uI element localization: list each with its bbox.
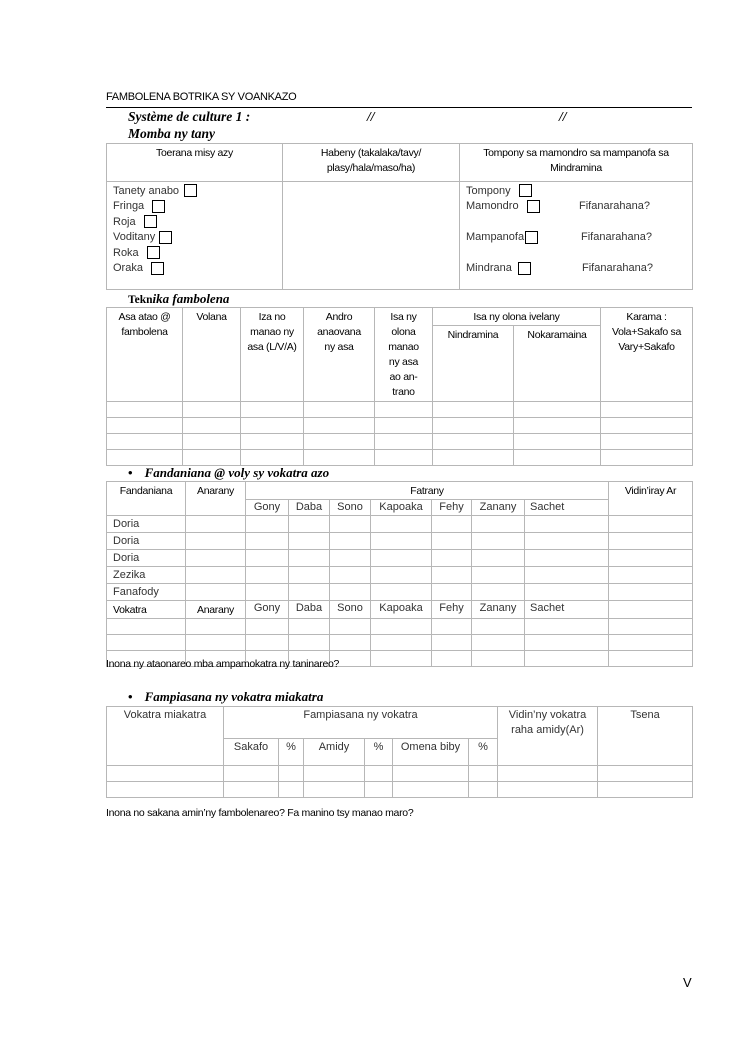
page-marker: V (683, 975, 692, 990)
tenure-spacer (466, 214, 692, 230)
tech-header-who: Iza no manao ny asa (L/V/A) (241, 308, 304, 402)
tenure-spacer (466, 245, 692, 261)
cell[interactable] (472, 584, 525, 601)
teknika-heading (128, 291, 229, 307)
tech-header-month: Volana (183, 308, 241, 402)
cell[interactable] (330, 619, 371, 635)
checkbox-mampanofa[interactable] (525, 231, 538, 244)
checkbox-fringa[interactable] (152, 200, 165, 213)
cell[interactable] (183, 450, 241, 466)
cell[interactable] (432, 635, 472, 651)
table-row (107, 402, 693, 418)
fifanarahana-label: Fifanarahana? (579, 200, 650, 213)
cell[interactable] (472, 533, 525, 550)
tech-header-wage: Karama : Vola+Sakafo sa Vary+Sakafo (601, 308, 693, 402)
cell[interactable] (279, 782, 304, 798)
cell[interactable] (107, 450, 183, 466)
usage-sub-percent: % (469, 739, 498, 766)
table-row (107, 550, 693, 567)
checkbox-mamondro[interactable] (527, 200, 540, 213)
cell[interactable] (609, 651, 693, 667)
unit-kapoaka: Kapoaka (371, 601, 432, 619)
tenure-row (466, 261, 692, 277)
checkbox-oraka[interactable] (151, 262, 164, 275)
cell[interactable] (432, 619, 472, 635)
exp-header-fatrany: Fatrany (246, 482, 609, 500)
vokatra-label: Vokatra (107, 601, 186, 619)
cell[interactable] (330, 635, 371, 651)
land-header-size: Habeny (takalaka/tavy/ plasy/hala/maso/ha) (283, 144, 460, 182)
cell[interactable] (330, 533, 371, 550)
cell[interactable] (432, 533, 472, 550)
cell[interactable] (371, 651, 432, 667)
cell[interactable] (304, 434, 375, 450)
checkbox-mindrana[interactable] (518, 262, 531, 275)
tenure-row (466, 199, 692, 215)
cell[interactable] (371, 550, 432, 567)
table-row (107, 516, 693, 533)
land-tenure-cell (460, 182, 693, 290)
tenure-row (466, 230, 692, 246)
production-question: Inona ny ataonareo mba ampamokatra ny taninareo? (106, 658, 340, 670)
table-row (107, 418, 693, 434)
land-type-label: Roja (113, 215, 136, 228)
cell[interactable] (107, 402, 183, 418)
usage-sub-sakafo: Sakafo (224, 739, 279, 766)
cell[interactable] (107, 782, 224, 798)
cell[interactable] (609, 550, 693, 567)
usage-sub-amidy: Amidy (304, 739, 365, 766)
cell[interactable] (246, 619, 289, 635)
cell[interactable] (186, 619, 246, 635)
table-row (107, 635, 693, 651)
cell[interactable] (525, 567, 609, 584)
fampiasana-heading-text: Fampiasana ny vokatra miakatra (144, 689, 324, 704)
unit-daba: Daba (289, 500, 330, 516)
checkbox-roka[interactable] (147, 246, 160, 259)
unit-fehy: Fehy (432, 500, 472, 516)
cell[interactable] (609, 619, 693, 635)
cell[interactable] (601, 418, 693, 434)
cell[interactable] (304, 766, 365, 782)
unit-sachet: Sachet (525, 500, 609, 516)
cell[interactable] (371, 635, 432, 651)
cell[interactable] (609, 516, 693, 533)
system-label: Système de culture 1 : (128, 109, 251, 124)
land-type-label: Oraka (113, 262, 143, 275)
land-type-row (113, 183, 282, 199)
cell[interactable] (525, 533, 609, 550)
cell[interactable] (514, 434, 601, 450)
unit-zanany: Zanany (472, 601, 525, 619)
expenses-table (106, 481, 693, 667)
system-separator-2: // (559, 109, 567, 124)
land-type-row (113, 230, 282, 246)
usage-sub-percent: % (279, 739, 304, 766)
cell[interactable] (375, 402, 433, 418)
cell[interactable] (241, 418, 304, 434)
cell[interactable] (246, 550, 289, 567)
exp-header-anarany: Anarany (186, 482, 246, 516)
unit-sachet: Sachet (525, 601, 609, 619)
land-type-label: Voditany (113, 231, 156, 244)
bullet-icon: • (128, 689, 133, 704)
cell[interactable] (514, 418, 601, 434)
cell[interactable] (330, 584, 371, 601)
cell[interactable] (186, 533, 246, 550)
usage-header-price: Vidin’ny vokatra raha amidy(Ar) (498, 707, 598, 766)
constraints-question: Inona no sakana amin’ny fambolenareo? Fa manino tsy manao maro? (106, 807, 414, 819)
table-row (107, 533, 693, 550)
cell[interactable] (183, 402, 241, 418)
table-row (107, 619, 693, 635)
cell[interactable] (433, 418, 514, 434)
cell[interactable] (432, 567, 472, 584)
checkbox-tanety[interactable] (184, 184, 197, 197)
land-type-label: Tanety anabo (113, 184, 180, 197)
table-row (107, 782, 693, 798)
technique-table (106, 307, 693, 466)
land-type-row (113, 261, 282, 277)
cell[interactable] (472, 550, 525, 567)
bullet-icon: • (128, 465, 133, 480)
tech-header-task: Asa atao @ fambolena (107, 308, 183, 402)
unit-gony: Gony (246, 601, 289, 619)
cell[interactable] (107, 619, 186, 635)
cell[interactable] (525, 651, 609, 667)
cell[interactable] (183, 418, 241, 434)
cell[interactable] (246, 635, 289, 651)
cell[interactable] (433, 450, 514, 466)
cell[interactable] (469, 782, 498, 798)
system-separator-1: // (367, 109, 375, 124)
fandaniana-heading-text: Fandaniana @ voly sy vokatra azo (144, 465, 330, 480)
cell[interactable] (371, 533, 432, 550)
cell[interactable] (241, 434, 304, 450)
expense-label: Doria (107, 533, 186, 550)
cell[interactable] (375, 434, 433, 450)
cell[interactable] (472, 651, 525, 667)
cell[interactable] (525, 635, 609, 651)
cell[interactable] (525, 550, 609, 567)
land-type-row (113, 214, 282, 230)
cell[interactable] (304, 782, 365, 798)
cell[interactable] (246, 533, 289, 550)
cell[interactable] (601, 434, 693, 450)
cell[interactable] (183, 434, 241, 450)
cell[interactable] (186, 550, 246, 567)
unit-zanany: Zanany (472, 500, 525, 516)
cell[interactable] (330, 516, 371, 533)
tenure-mamondro-label: Mamondro (466, 200, 519, 213)
title-rule (106, 107, 692, 108)
cell[interactable] (304, 402, 375, 418)
cell[interactable] (601, 450, 693, 466)
land-table (106, 143, 693, 290)
cell[interactable] (365, 782, 393, 798)
tech-header-external: Isa ny olona ivelany (433, 308, 601, 326)
cell[interactable] (289, 584, 330, 601)
teknika-heading-rest: ika fambolena (152, 291, 230, 306)
expense-label: Doria (107, 550, 186, 567)
land-types-cell (107, 182, 283, 290)
tenure-tompony-label: Tompony (466, 184, 511, 197)
cell[interactable] (224, 782, 279, 798)
cell[interactable] (525, 516, 609, 533)
fifanarahana-label: Fifanarahana? (581, 231, 652, 244)
cell[interactable] (304, 418, 375, 434)
vokatra-anarany: Anarany (186, 601, 246, 619)
cell[interactable] (289, 533, 330, 550)
usage-header-product: Vokatra miakatra (107, 707, 224, 766)
cell[interactable] (246, 567, 289, 584)
cell[interactable] (371, 567, 432, 584)
cell[interactable] (525, 584, 609, 601)
fandaniana-heading (128, 465, 329, 481)
unit-fehy: Fehy (432, 601, 472, 619)
table-row (107, 434, 693, 450)
cell[interactable] (371, 584, 432, 601)
unit-daba: Daba (289, 601, 330, 619)
tech-subheader-nindramina: Nindramina (433, 326, 514, 402)
cell[interactable] (224, 766, 279, 782)
cell[interactable] (246, 516, 289, 533)
unit-sono: Sono (330, 601, 371, 619)
land-type-row (113, 245, 282, 261)
cell[interactable] (609, 601, 693, 619)
land-header-tenure: Tompony sa mamondro sa mampanofa sa Mindramina (460, 144, 693, 182)
cell[interactable] (289, 619, 330, 635)
cell[interactable] (371, 516, 432, 533)
vokatra-header-row (107, 601, 693, 619)
tenure-mindrana-label: Mindrana (466, 262, 512, 275)
cell[interactable] (289, 635, 330, 651)
table-row (107, 450, 693, 466)
cell[interactable] (472, 619, 525, 635)
cell[interactable] (107, 434, 183, 450)
cell[interactable] (371, 619, 432, 635)
land-type-label: Fringa (113, 200, 145, 213)
cell[interactable] (472, 567, 525, 584)
cell[interactable] (375, 418, 433, 434)
cell[interactable] (107, 418, 183, 434)
fifanarahana-label: Fifanarahana? (582, 262, 653, 275)
cell[interactable] (365, 766, 393, 782)
cell[interactable] (186, 584, 246, 601)
tenure-mampanofa-label: Mampanofa (466, 231, 525, 244)
cell[interactable] (609, 567, 693, 584)
cell[interactable] (525, 619, 609, 635)
cell[interactable] (433, 402, 514, 418)
tech-subheader-nokaramaina: Nokaramaina (514, 326, 601, 402)
cell[interactable] (609, 533, 693, 550)
cell[interactable] (330, 550, 371, 567)
land-header-location: Toerana misy azy (107, 144, 283, 182)
cell[interactable] (432, 516, 472, 533)
cell[interactable] (469, 766, 498, 782)
tenure-row (466, 183, 692, 199)
cell[interactable] (375, 450, 433, 466)
checkbox-roja[interactable] (144, 215, 157, 228)
cell[interactable] (514, 450, 601, 466)
cell[interactable] (598, 782, 693, 798)
usage-sub-omena-biby: Omena biby (393, 739, 469, 766)
land-type-row (113, 199, 282, 215)
cell[interactable] (598, 766, 693, 782)
expense-label: Zezika (107, 567, 186, 584)
cell[interactable] (393, 766, 469, 782)
table-row (107, 584, 693, 601)
cell[interactable] (472, 635, 525, 651)
expense-label: Doria (107, 516, 186, 533)
cell[interactable] (246, 584, 289, 601)
cell[interactable] (498, 766, 598, 782)
land-type-label: Roka (113, 246, 139, 259)
usage-table (106, 706, 693, 798)
table-row (107, 766, 693, 782)
tech-header-household: Isa ny olona manao ny asa ao an-trano (375, 308, 433, 402)
cell[interactable] (107, 635, 186, 651)
unit-sono: Sono (330, 500, 371, 516)
cell[interactable] (432, 584, 472, 601)
cell[interactable] (330, 567, 371, 584)
cell[interactable] (304, 450, 375, 466)
cell[interactable] (186, 516, 246, 533)
cell[interactable] (514, 402, 601, 418)
cell[interactable] (609, 584, 693, 601)
tech-header-days: Andro anaovana ny asa (304, 308, 375, 402)
usage-header-use: Fampiasana ny vokatra (224, 707, 498, 739)
cell[interactable] (241, 402, 304, 418)
document-title: FAMBOLENA BOTRIKA SY VOANKAZO (106, 91, 297, 103)
cell[interactable] (289, 550, 330, 567)
checkbox-tompony[interactable] (519, 184, 532, 197)
cell[interactable] (393, 782, 469, 798)
table-row (107, 567, 693, 584)
cell[interactable] (609, 635, 693, 651)
cell[interactable] (186, 567, 246, 584)
momba-ny-tany-heading: Momba ny tany (128, 126, 216, 141)
cell[interactable] (472, 516, 525, 533)
unit-gony: Gony (246, 500, 289, 516)
cell[interactable] (186, 635, 246, 651)
teknika-heading-prefix: Tekn (128, 294, 153, 306)
cell[interactable] (107, 766, 224, 782)
fampiasana-heading (128, 689, 323, 705)
cell[interactable] (241, 450, 304, 466)
cell[interactable] (289, 567, 330, 584)
land-size-cell[interactable] (283, 182, 460, 290)
cell[interactable] (432, 651, 472, 667)
cell[interactable] (433, 434, 514, 450)
checkbox-voditany[interactable] (159, 231, 172, 244)
cell[interactable] (289, 516, 330, 533)
usage-header-market: Tsena (598, 707, 693, 766)
cell[interactable] (279, 766, 304, 782)
usage-sub-percent: % (365, 739, 393, 766)
exp-header-fandaniana: Fandaniana (107, 482, 186, 516)
cell[interactable] (601, 402, 693, 418)
expense-label: Fanafody (107, 584, 186, 601)
exp-header-price: Vidin’iray Ar (609, 482, 693, 516)
cell[interactable] (498, 782, 598, 798)
cell[interactable] (432, 550, 472, 567)
unit-kapoaka: Kapoaka (371, 500, 432, 516)
